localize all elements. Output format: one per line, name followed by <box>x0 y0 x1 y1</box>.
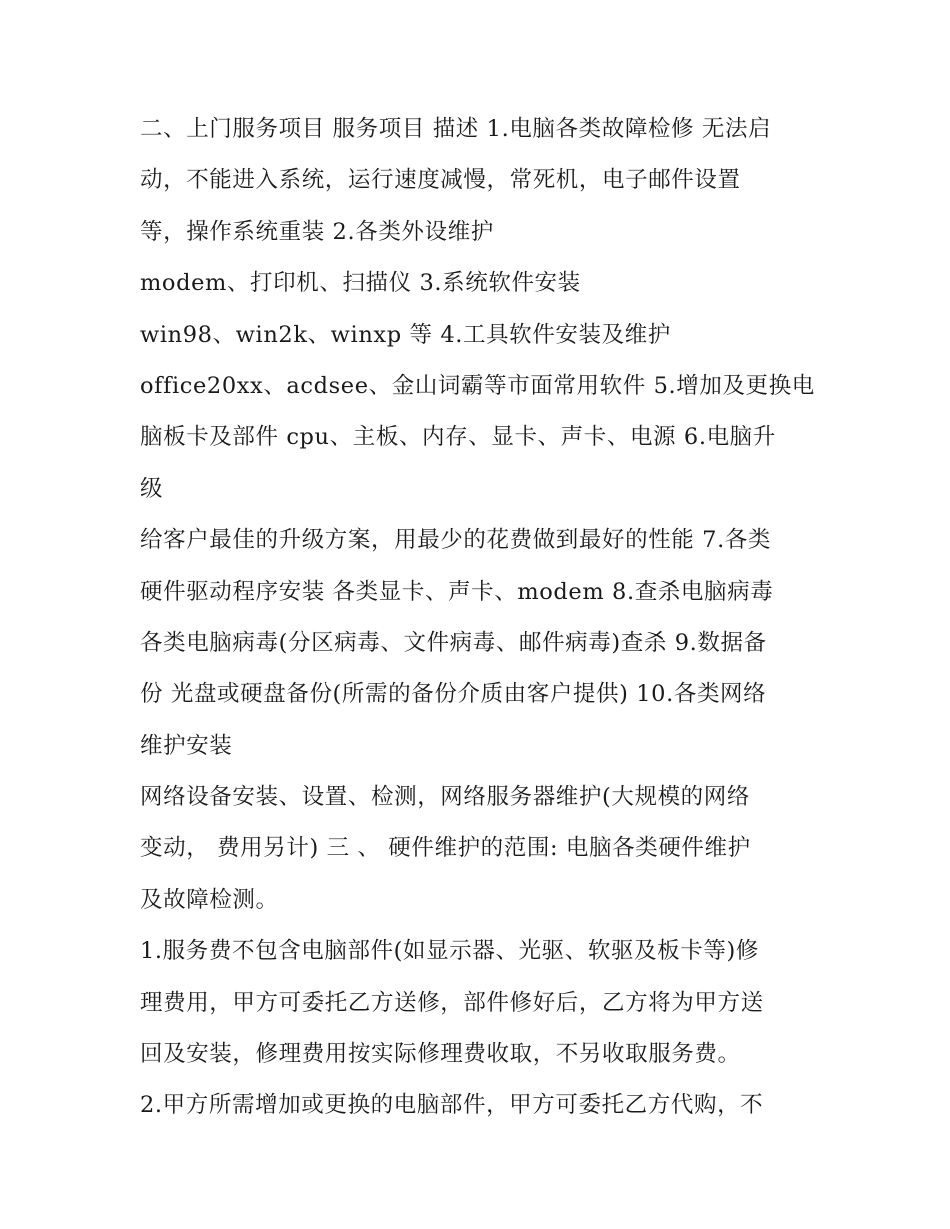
text-line: 份 光盘或硬盘备份(所需的备份介质由客户提供) 10.各类网络 <box>140 681 767 708</box>
text-line: 维护安装 <box>140 732 233 759</box>
text-line: 变动， 费用另计) 三 、 硬件维护的范围: 电脑各类硬件维护 <box>140 835 751 862</box>
text-line: 网络设备安装、设置、检测，网络服务器维护(大规模的网络 <box>140 784 750 811</box>
document-body <box>140 104 820 1132</box>
text-line: 理费用，甲方可委托乙方送修，部件修好后，乙方将为甲方送 <box>140 989 764 1016</box>
text-line: 级 <box>140 475 164 502</box>
text-line: 脑板卡及部件 cpu、主板、内存、显卡、声卡、电源 6.电脑升 <box>140 424 776 451</box>
text-line: office20xx、acdsee、金山词霸等市面常用软件 5.增加及更换电 <box>140 372 815 399</box>
text-line: 2.甲方所需增加或更换的电脑部件，甲方可委托乙方代购，不 <box>140 1092 764 1119</box>
text-line: 各类电脑病毒(分区病毒、文件病毒、邮件病毒)查杀 9.数据备 <box>140 629 767 656</box>
text-line: 二、上门服务项目 服务项目 描述 1.电脑各类故障检修 无法启 <box>140 116 772 142</box>
text-line: 及故障检测。 <box>140 886 279 913</box>
text-line: win98、win2k、winxp 等 4.工具软件安装及维护 <box>140 321 671 348</box>
text-line: modem、打印机、扫描仪 3.系统软件安装 <box>140 270 581 297</box>
text-line: 给客户最佳的升级方案，用最少的花费做到最好的性能 7.各类 <box>140 527 772 554</box>
text-line: 回及安装，修理费用按实际修理费收取，不另收取服务费。 <box>140 1041 741 1068</box>
text-line: 等，操作系统重装 2.各类外设维护 <box>140 218 494 245</box>
text-line: 硬件驱动程序安装 各类显卡、声卡、modem 8.查杀电脑病毒 <box>140 578 774 605</box>
text-line: 动，不能进入系统，运行速度减慢，常死机，电子邮件设置 <box>140 167 741 194</box>
text-line: 1.服务费不包含电脑部件(如显示器、光驱、软驱及板卡等)修 <box>140 938 759 965</box>
